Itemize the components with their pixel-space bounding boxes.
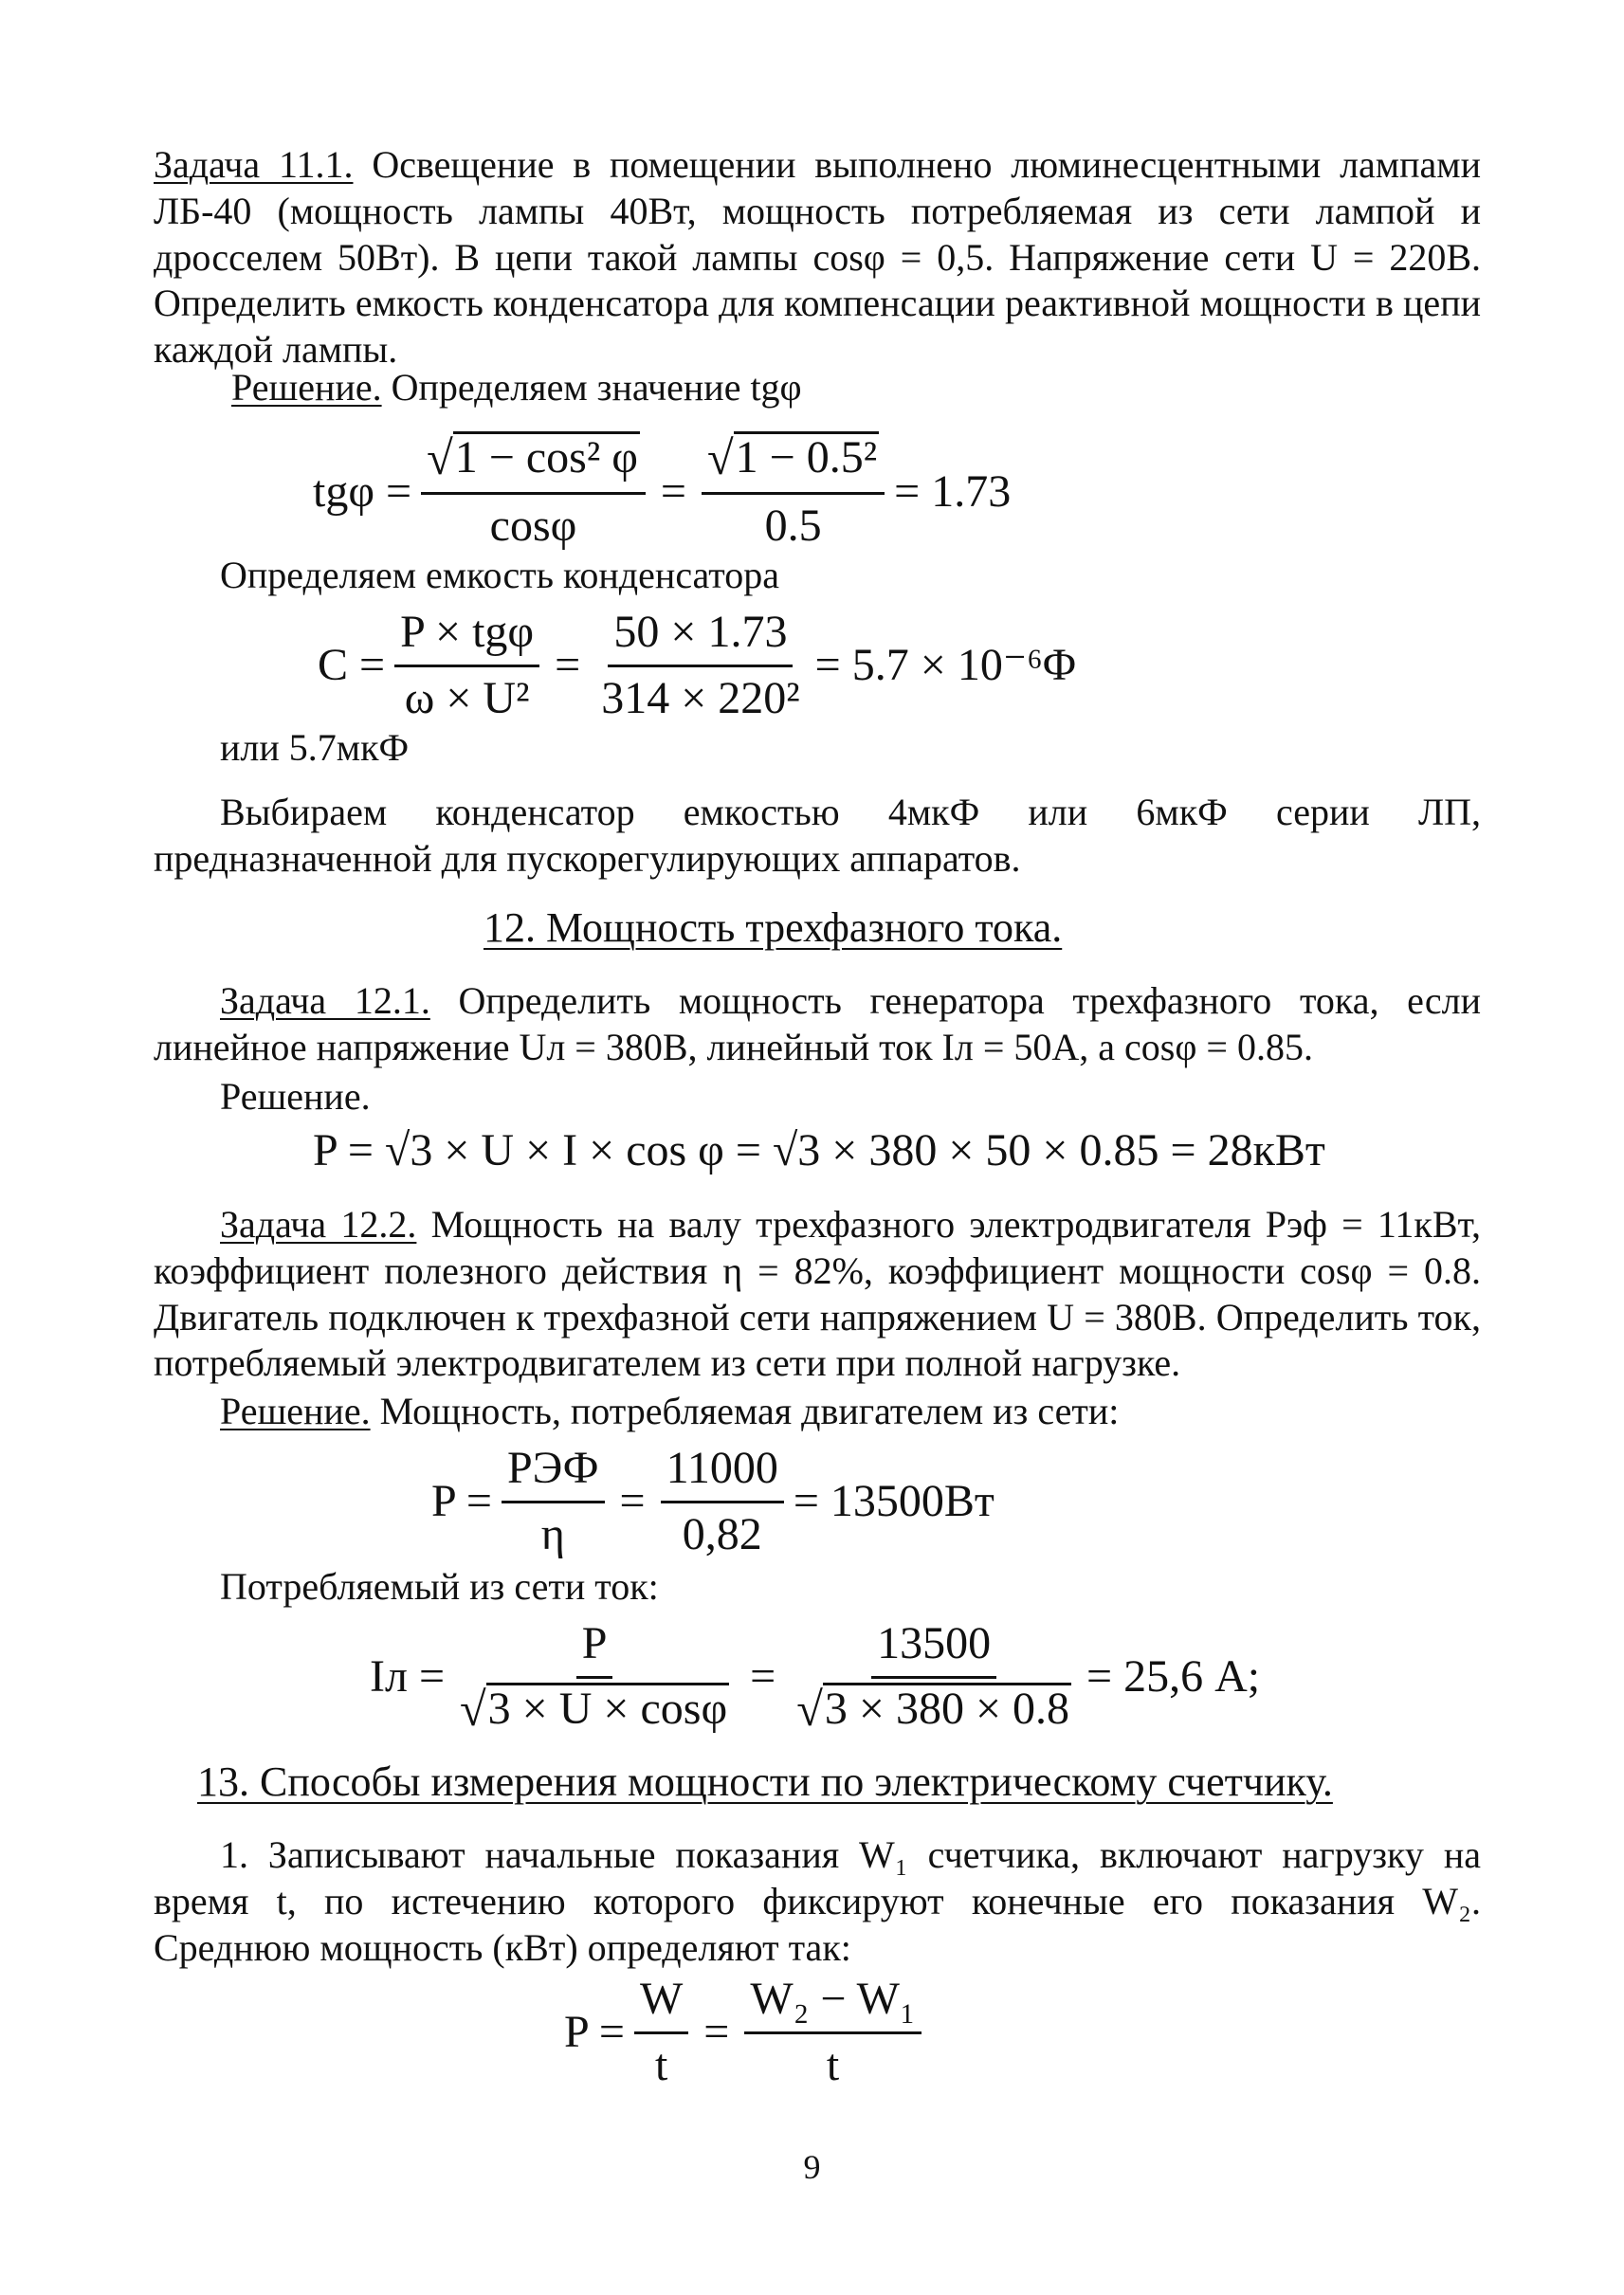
formula-i-den2: 3 × 380 × 0.8 — [824, 1683, 1070, 1734]
method-1-paragraph: 1. Записывают начальные показания W₁ счетчика, включают нагрузку на время t, по истечению которого фиксируют конечные его показания W₂. Среднюю мощность (кВт) определяют так: — [154, 1833, 1481, 1969]
formula-tg-num2: 1 − 0.5² — [735, 432, 878, 483]
formula-p-den2: 0,82 — [682, 1508, 762, 1559]
task-12-2-solution-text: Мощность, потребляемая двигателем из сети: — [370, 1390, 1120, 1432]
formula-c-num1: P × tgφ — [394, 605, 539, 667]
task-12-2-paragraph — [154, 1202, 1481, 1387]
formula-tg-fraction-1: √ 1 − cos² φ cosφ — [421, 431, 646, 554]
formula-tg-eq: = — [660, 466, 686, 518]
solution-label: Решение. — [231, 366, 382, 409]
task-12-2-text: Мощность на валу трехфазного электродвигателя Pэф = 11кВт, коэффициент полезного действия η = 82%, коэффициент мощности cosφ = 0.8. Двигатель подключен к трехфазной сети напряжением U = 380В. Определить ток, потребляемый электродвигателем из сети при полной нагрузке. — [154, 1203, 1481, 1385]
formula-tg-result: = 1.73 — [894, 466, 1012, 518]
formula-tg-den1: cosφ — [489, 500, 577, 551]
formula-i-fraction-1: P √ 3 × U × cosφ — [460, 1618, 728, 1736]
formula-w-den2: t — [826, 2039, 840, 2090]
formula-i-den1: 3 × U × cosφ — [487, 1683, 728, 1734]
solution-text: Определяем значение tgφ — [381, 366, 802, 409]
formula-line-current — [370, 1616, 1260, 1739]
task-12-1-paragraph — [154, 978, 1481, 1071]
task-11-1-paragraph — [154, 142, 1481, 373]
formula-tg-num1: 1 − cos² φ — [454, 432, 638, 483]
formula-c-den1: ω × U² — [404, 672, 530, 723]
formula-tg-lhs: tgφ = — [313, 466, 412, 518]
task-12-1-label: Задача 12.1. — [220, 979, 430, 1022]
formula-c-den2: 314 × 220² — [601, 672, 800, 723]
formula-p-num2: 11000 — [661, 1441, 784, 1503]
formula-c-fraction-1 — [394, 605, 539, 726]
capacity-result-text: или 5.7мкФ — [220, 726, 410, 769]
formula-w-fraction-1 — [634, 1972, 688, 2093]
formula-capacitance — [318, 605, 1076, 726]
task-12-1-solution-label: Решение. — [220, 1075, 371, 1118]
formula-w-lhs: P = — [564, 2006, 625, 2057]
task-11-1-solution — [231, 365, 802, 411]
formula-i-eq: = — [750, 1651, 776, 1703]
task-11-1-text: Освещение в помещении выполнено люминесцентными лампами ЛБ-40 (мощность лампы 40Вт, мощность потребляемая из сети лампой и дросселем 50Вт). В цепи такой лампы cosφ = 0,5. Напряжение сети U = 220В. Определить емкость конденсатора для компенсации реактивной мощности в цепи каждой лампы. — [154, 143, 1481, 372]
formula-three-phase-expr: P = √3 × U × I × cos φ = √3 × 380 × 50 × 0.85 = 28кВт — [313, 1125, 1325, 1175]
page-number: 9 — [803, 2148, 821, 2186]
formula-i-num2: 13500 — [871, 1616, 996, 1679]
formula-c-result: = 5.7 × 10⁻⁶Φ — [814, 639, 1076, 690]
formula-p-result: = 13500Вт — [793, 1475, 994, 1526]
formula-p-lhs: P = — [431, 1475, 492, 1526]
formula-c-eq: = — [555, 639, 581, 690]
formula-tg-den2: 0.5 — [764, 500, 822, 551]
task-12-2-label: Задача 12.2. — [220, 1203, 417, 1246]
formula-motor-power — [431, 1441, 994, 1562]
formula-w-fraction-2 — [744, 1972, 921, 2093]
formula-i-num1: P — [576, 1616, 613, 1679]
formula-c-num2: 50 × 1.73 — [608, 605, 793, 667]
task-11-1-label: Задача 11.1. — [154, 143, 354, 186]
formula-c-lhs: C = — [318, 639, 386, 690]
formula-p-fraction-1 — [502, 1441, 605, 1562]
formula-i-lhs: Iл = — [370, 1651, 446, 1703]
formula-p-den1: η — [540, 1508, 565, 1559]
formula-w-num1: W — [634, 1972, 688, 2034]
task-12-1-text: Определить мощность генератора трехфазного тока, если линейное напряжение Uл = 380В, линейный ток Iл = 50А, а cosφ = 0.85. — [154, 979, 1482, 1068]
formula-p-eq: = — [619, 1475, 646, 1526]
formula-c-fraction-2 — [595, 605, 805, 726]
task-12-2-solution-label: Решение. — [220, 1390, 371, 1432]
formula-p-num1: PЭФ — [502, 1441, 605, 1503]
formula-three-phase-power — [313, 1123, 1325, 1179]
formula-tg — [313, 431, 1011, 554]
current-intro: Потребляемый из сети ток: — [220, 1565, 659, 1608]
section-heading-13: 13. Способы измерения мощности по электрическому счетчику. — [197, 1758, 1333, 1805]
formula-i-fraction-2: 13500 √ 3 × 380 × 0.8 — [796, 1618, 1070, 1736]
task-12-2-solution — [220, 1389, 1119, 1435]
formula-w-num2: W₂ − W₁ — [744, 1972, 921, 2034]
formula-tg-fraction-2: √ 1 − 0.5² 0.5 — [702, 431, 885, 554]
formula-p-fraction-2 — [661, 1441, 784, 1562]
section-heading-12: 12. Мощность трехфазного тока. — [484, 904, 1063, 951]
capacity-intro: Определяем емкость конденсатора — [220, 554, 779, 596]
formula-w-eq: = — [703, 2006, 730, 2057]
formula-w-den1: t — [654, 2039, 668, 2090]
formula-average-power — [564, 1972, 931, 2093]
formula-i-result: = 25,6 А; — [1086, 1651, 1261, 1703]
choose-capacitor-paragraph: Выбираем конденсатор емкостью 4мкФ или 6мкФ серии ЛП, предназначенной для пускорегулирующих аппаратов. — [154, 791, 1481, 880]
